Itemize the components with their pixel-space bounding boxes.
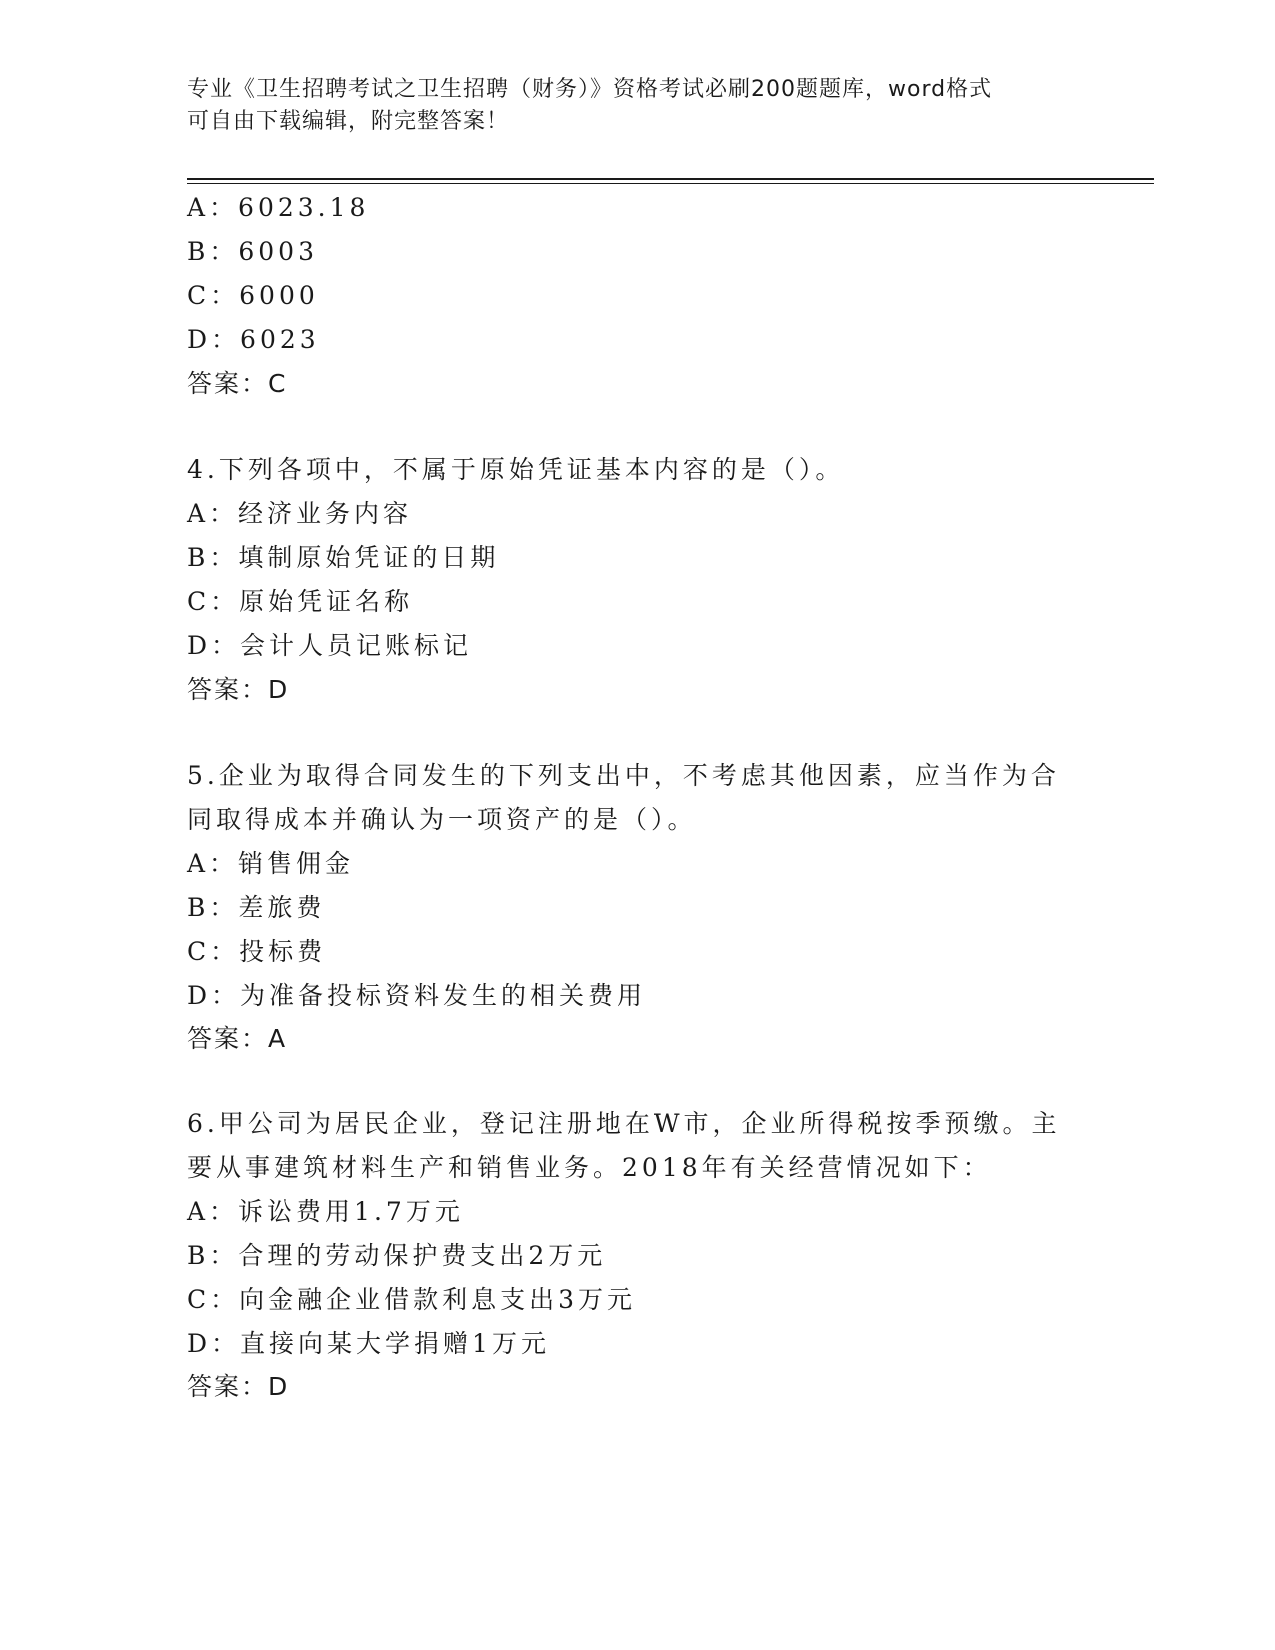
header-line-1: 专业《卫生招聘考试之卫生招聘（财务）》资格考试必刷200题题库，word格式 — [187, 77, 993, 102]
q5-option-b: B：差旅费 — [187, 893, 326, 922]
q5-stem-line-1: 5.企业为取得合同发生的下列支出中，不考虑其他因素，应当作为合 — [187, 761, 1060, 790]
q3-answer: 答案：C — [187, 369, 288, 398]
q4-stem: 4.下列各项中，不属于原始凭证基本内容的是（）。 — [187, 455, 845, 484]
q4-answer: 答案：D — [187, 675, 290, 704]
header-line-2: 可自由下载编辑，附完整答案！ — [187, 109, 510, 134]
document-header — [187, 74, 1087, 138]
q4-option-c: C：原始凭证名称 — [187, 587, 414, 616]
q3-option-d: D：6023 — [187, 325, 320, 354]
q6-option-b: B：合理的劳动保护费支出2万元 — [187, 1241, 607, 1270]
q6-option-d: D：直接向某大学捐赠1万元 — [187, 1329, 550, 1358]
q3-option-b: B：6003 — [187, 237, 318, 266]
q6-option-a: A：诉讼费用1.7万元 — [187, 1197, 464, 1226]
header-rule-thick — [187, 178, 1154, 180]
q3-option-a: A：6023.18 — [187, 193, 370, 222]
q5-answer: 答案：A — [187, 1024, 288, 1053]
q6-option-c: C：向金融企业借款利息支出3万元 — [187, 1285, 637, 1314]
header-rule-thin — [187, 183, 1154, 184]
q6-stem-line-1: 6.甲公司为居民企业，登记注册地在W市，企业所得税按季预缴。主 — [187, 1109, 1061, 1138]
q4-option-d: D：会计人员记账标记 — [187, 631, 473, 660]
q5-option-a: A：销售佣金 — [187, 849, 355, 878]
q4-option-a: A：经济业务内容 — [187, 499, 413, 528]
q6-stem-line-2: 要从事建筑材料生产和销售业务。2018年有关经营情况如下： — [187, 1153, 992, 1182]
q3-option-c: C：6000 — [187, 281, 319, 310]
q5-stem-line-2: 同取得成本并确认为一项资产的是（）。 — [187, 805, 697, 834]
q6-answer: 答案：D — [187, 1372, 290, 1401]
q5-option-d: D：为准备投标资料发生的相关费用 — [187, 981, 647, 1010]
q4-option-b: B：填制原始凭证的日期 — [187, 543, 500, 572]
q5-option-c: C：投标费 — [187, 937, 327, 966]
